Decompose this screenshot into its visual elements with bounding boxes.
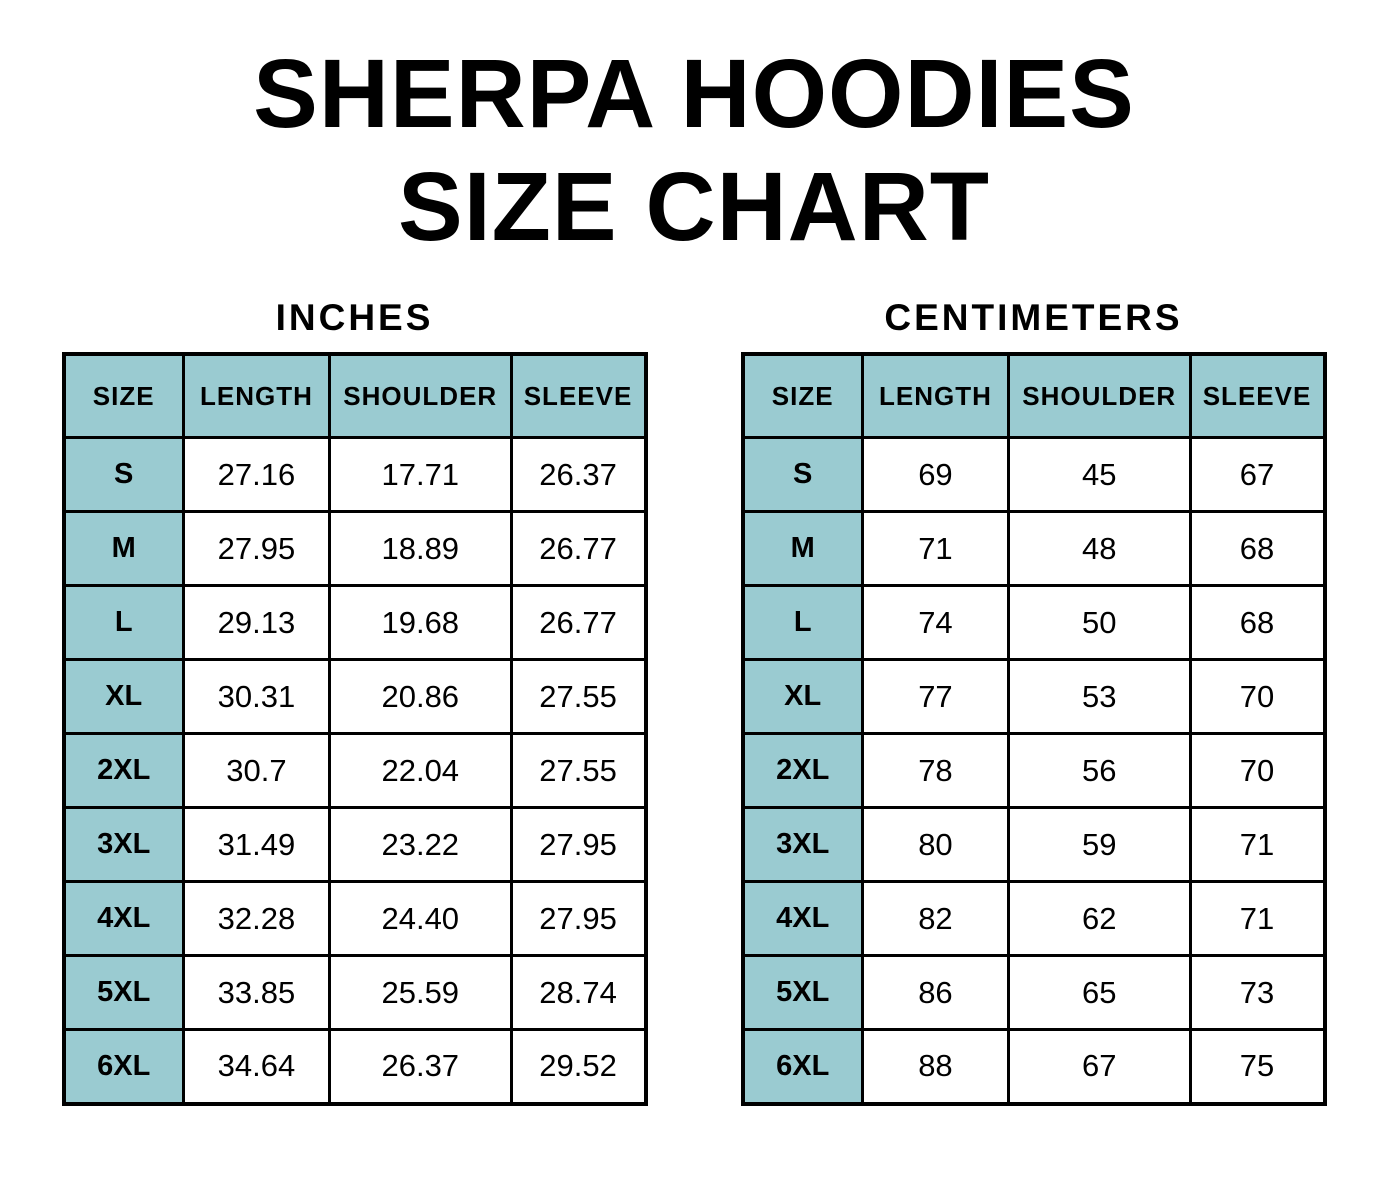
size-cell: M [64, 512, 184, 586]
value-cell-shoulder: 18.89 [329, 512, 511, 586]
column-header-size: SIZE [64, 354, 184, 438]
table-row [64, 586, 646, 660]
value-cell-sleeve: 27.55 [511, 660, 645, 734]
size-cell: XL [743, 660, 863, 734]
header-row [64, 354, 646, 438]
value-cell-length: 69 [862, 438, 1008, 512]
page-title-line2: SIZE CHART [398, 151, 990, 261]
table-row [743, 1030, 1325, 1104]
value-cell-shoulder: 23.22 [329, 808, 511, 882]
size-cell: 4XL [743, 882, 863, 956]
value-cell-length: 80 [862, 808, 1008, 882]
table-row [743, 808, 1325, 882]
value-cell-sleeve: 27.95 [511, 808, 645, 882]
size-cell: 5XL [64, 956, 184, 1030]
centimeters-table [741, 352, 1327, 1106]
table-row [743, 956, 1325, 1030]
table-row [64, 1030, 646, 1104]
value-cell-sleeve: 26.77 [511, 512, 645, 586]
value-cell-sleeve: 71 [1190, 882, 1324, 956]
value-cell-shoulder: 67 [1008, 1030, 1190, 1104]
value-cell-sleeve: 70 [1190, 660, 1324, 734]
value-cell-length: 29.13 [183, 586, 329, 660]
table-row [64, 660, 646, 734]
value-cell-sleeve: 29.52 [511, 1030, 645, 1104]
column-header-shoulder: SHOULDER [1008, 354, 1190, 438]
value-cell-shoulder: 65 [1008, 956, 1190, 1030]
column-header-shoulder: SHOULDER [329, 354, 511, 438]
header-row [743, 354, 1325, 438]
size-cell: S [64, 438, 184, 512]
value-cell-shoulder: 20.86 [329, 660, 511, 734]
page-title-line1: SHERPA HOODIES [253, 39, 1135, 148]
value-cell-sleeve: 67 [1190, 438, 1324, 512]
table-row [743, 660, 1325, 734]
value-cell-length: 27.16 [183, 438, 329, 512]
value-cell-shoulder: 25.59 [329, 956, 511, 1030]
value-cell-sleeve: 71 [1190, 808, 1324, 882]
value-cell-length: 30.7 [183, 734, 329, 808]
tables-container [0, 297, 1388, 1106]
value-cell-shoulder: 22.04 [329, 734, 511, 808]
value-cell-sleeve: 70 [1190, 734, 1324, 808]
table-row [743, 734, 1325, 808]
size-cell: 4XL [64, 882, 184, 956]
table-row [64, 734, 646, 808]
value-cell-length: 33.85 [183, 956, 329, 1030]
table-row [64, 882, 646, 956]
value-cell-shoulder: 26.37 [329, 1030, 511, 1104]
size-cell: 2XL [64, 734, 184, 808]
table-row [64, 438, 646, 512]
value-cell-shoulder: 53 [1008, 660, 1190, 734]
table-row [64, 956, 646, 1030]
size-cell: 5XL [743, 956, 863, 1030]
value-cell-sleeve: 75 [1190, 1030, 1324, 1104]
size-cell: S [743, 438, 863, 512]
centimeters-label: CENTIMETERS [884, 297, 1183, 339]
column-header-size: SIZE [743, 354, 863, 438]
value-cell-shoulder: 62 [1008, 882, 1190, 956]
value-cell-length: 27.95 [183, 512, 329, 586]
size-cell: XL [64, 660, 184, 734]
table-row [64, 512, 646, 586]
value-cell-shoulder: 17.71 [329, 438, 511, 512]
value-cell-shoulder: 19.68 [329, 586, 511, 660]
size-cell: 6XL [64, 1030, 184, 1104]
table-row [743, 882, 1325, 956]
value-cell-sleeve: 27.95 [511, 882, 645, 956]
column-header-length: LENGTH [862, 354, 1008, 438]
column-header-length: LENGTH [183, 354, 329, 438]
size-cell: L [64, 586, 184, 660]
value-cell-shoulder: 50 [1008, 586, 1190, 660]
value-cell-length: 74 [862, 586, 1008, 660]
value-cell-length: 71 [862, 512, 1008, 586]
value-cell-shoulder: 48 [1008, 512, 1190, 586]
size-cell: 6XL [743, 1030, 863, 1104]
value-cell-length: 88 [862, 1030, 1008, 1104]
size-cell: 2XL [743, 734, 863, 808]
value-cell-length: 30.31 [183, 660, 329, 734]
column-header-sleeve: SLEEVE [1190, 354, 1324, 438]
value-cell-length: 34.64 [183, 1030, 329, 1104]
size-cell: 3XL [743, 808, 863, 882]
value-cell-shoulder: 24.40 [329, 882, 511, 956]
value-cell-length: 31.49 [183, 808, 329, 882]
value-cell-sleeve: 73 [1190, 956, 1324, 1030]
value-cell-sleeve: 26.77 [511, 586, 645, 660]
value-cell-sleeve: 26.37 [511, 438, 645, 512]
value-cell-sleeve: 68 [1190, 586, 1324, 660]
inches-section [62, 297, 648, 1106]
size-cell: L [743, 586, 863, 660]
value-cell-length: 82 [862, 882, 1008, 956]
value-cell-shoulder: 45 [1008, 438, 1190, 512]
centimeters-section [741, 297, 1327, 1106]
table-row [64, 808, 646, 882]
value-cell-shoulder: 59 [1008, 808, 1190, 882]
value-cell-length: 77 [862, 660, 1008, 734]
value-cell-length: 32.28 [183, 882, 329, 956]
size-cell: 3XL [64, 808, 184, 882]
table-row [743, 438, 1325, 512]
inches-table [62, 352, 648, 1106]
value-cell-sleeve: 27.55 [511, 734, 645, 808]
table-row [743, 512, 1325, 586]
column-header-sleeve: SLEEVE [511, 354, 645, 438]
value-cell-sleeve: 68 [1190, 512, 1324, 586]
inches-label: INCHES [275, 297, 434, 339]
table-row [743, 586, 1325, 660]
value-cell-length: 86 [862, 956, 1008, 1030]
value-cell-length: 78 [862, 734, 1008, 808]
page-title [0, 38, 1388, 263]
size-cell: M [743, 512, 863, 586]
value-cell-shoulder: 56 [1008, 734, 1190, 808]
value-cell-sleeve: 28.74 [511, 956, 645, 1030]
